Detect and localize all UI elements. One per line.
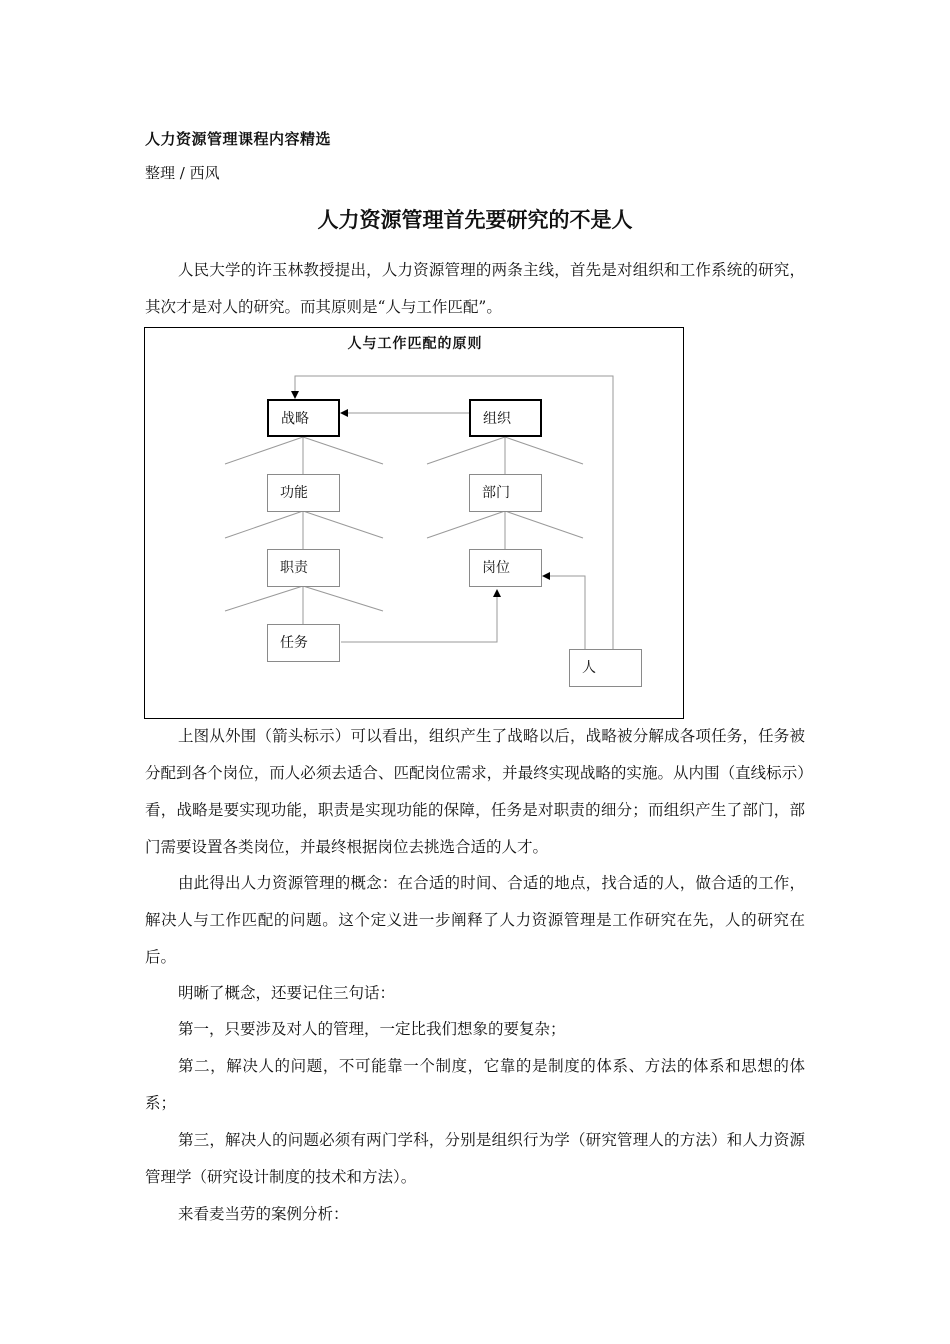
paragraph-diagram-explanation: 上图从外围（箭头标示）可以看出，组织产生了战略以后，战略被分解成各项任务，任务被分配到各个岗位，而人必须去适合、匹配岗位需求，并最终实现战略的实施。从内围（直线标示）看，战略是要实现功能，职责是实现功能的保障，任务是对职责的细分；而组织产生了部门，部门需要设置各类岗位，并最终根据岗位去挑选合适的人才。 [145, 727, 805, 856]
paragraph-concept: 由此得出人力资源管理的概念：在合适的时间、合适的地点，找合适的人，做合适的工作，解决人与工作匹配的问题。这个定义进一步阐释了人力资源管理是工作研究在先，人的研究在后。 [145, 874, 805, 966]
article-title: 人力资源管理首先要研究的不是人 [317, 208, 633, 232]
paragraph-third: 第三，解决人的问题必须有两门学科，分别是组织行为学（研究管理人的方法）和人力资源管理学（研究设计制度的技术和方法）。 [145, 1131, 805, 1186]
arrow-task-to-position [341, 590, 497, 642]
paragraph-three-sentences: 明晰了概念，还要记住三句话： [178, 984, 396, 1002]
node-duty: 职责 [267, 549, 340, 587]
node-organization: 组织 [469, 399, 542, 437]
arrow-person-to-position [543, 576, 585, 650]
node-department: 部门 [469, 474, 542, 512]
matching-principle-diagram [144, 327, 684, 719]
node-strategy: 战略 [267, 399, 340, 437]
arrow-person-to-strategy [295, 376, 613, 650]
paragraph-intro: 人民大学的许玉林教授提出，人力资源管理的两条主线，首先是对组织和工作系统的研究，其次才是对人的研究。而其原则是“人与工作匹配”。 [145, 261, 805, 316]
byline: 整理 / 西风 [145, 164, 220, 182]
paragraph-second: 第二，解决人的问题，不可能靠一个制度，它靠的是制度的体系、方法的体系和思想的体系； [145, 1057, 805, 1112]
diagram-title: 人与工作匹配的原则 [347, 336, 483, 352]
node-task: 任务 [267, 624, 340, 662]
paragraph-first: 第一，只要涉及对人的管理，一定比我们想象的要复杂； [178, 1020, 566, 1038]
paragraph-case-study: 来看麦当劳的案例分析： [178, 1205, 349, 1223]
node-position: 岗位 [469, 549, 542, 587]
section-heading: 人力资源管理课程内容精选 [145, 130, 332, 148]
node-person: 人 [569, 649, 642, 687]
node-function: 功能 [267, 474, 340, 512]
